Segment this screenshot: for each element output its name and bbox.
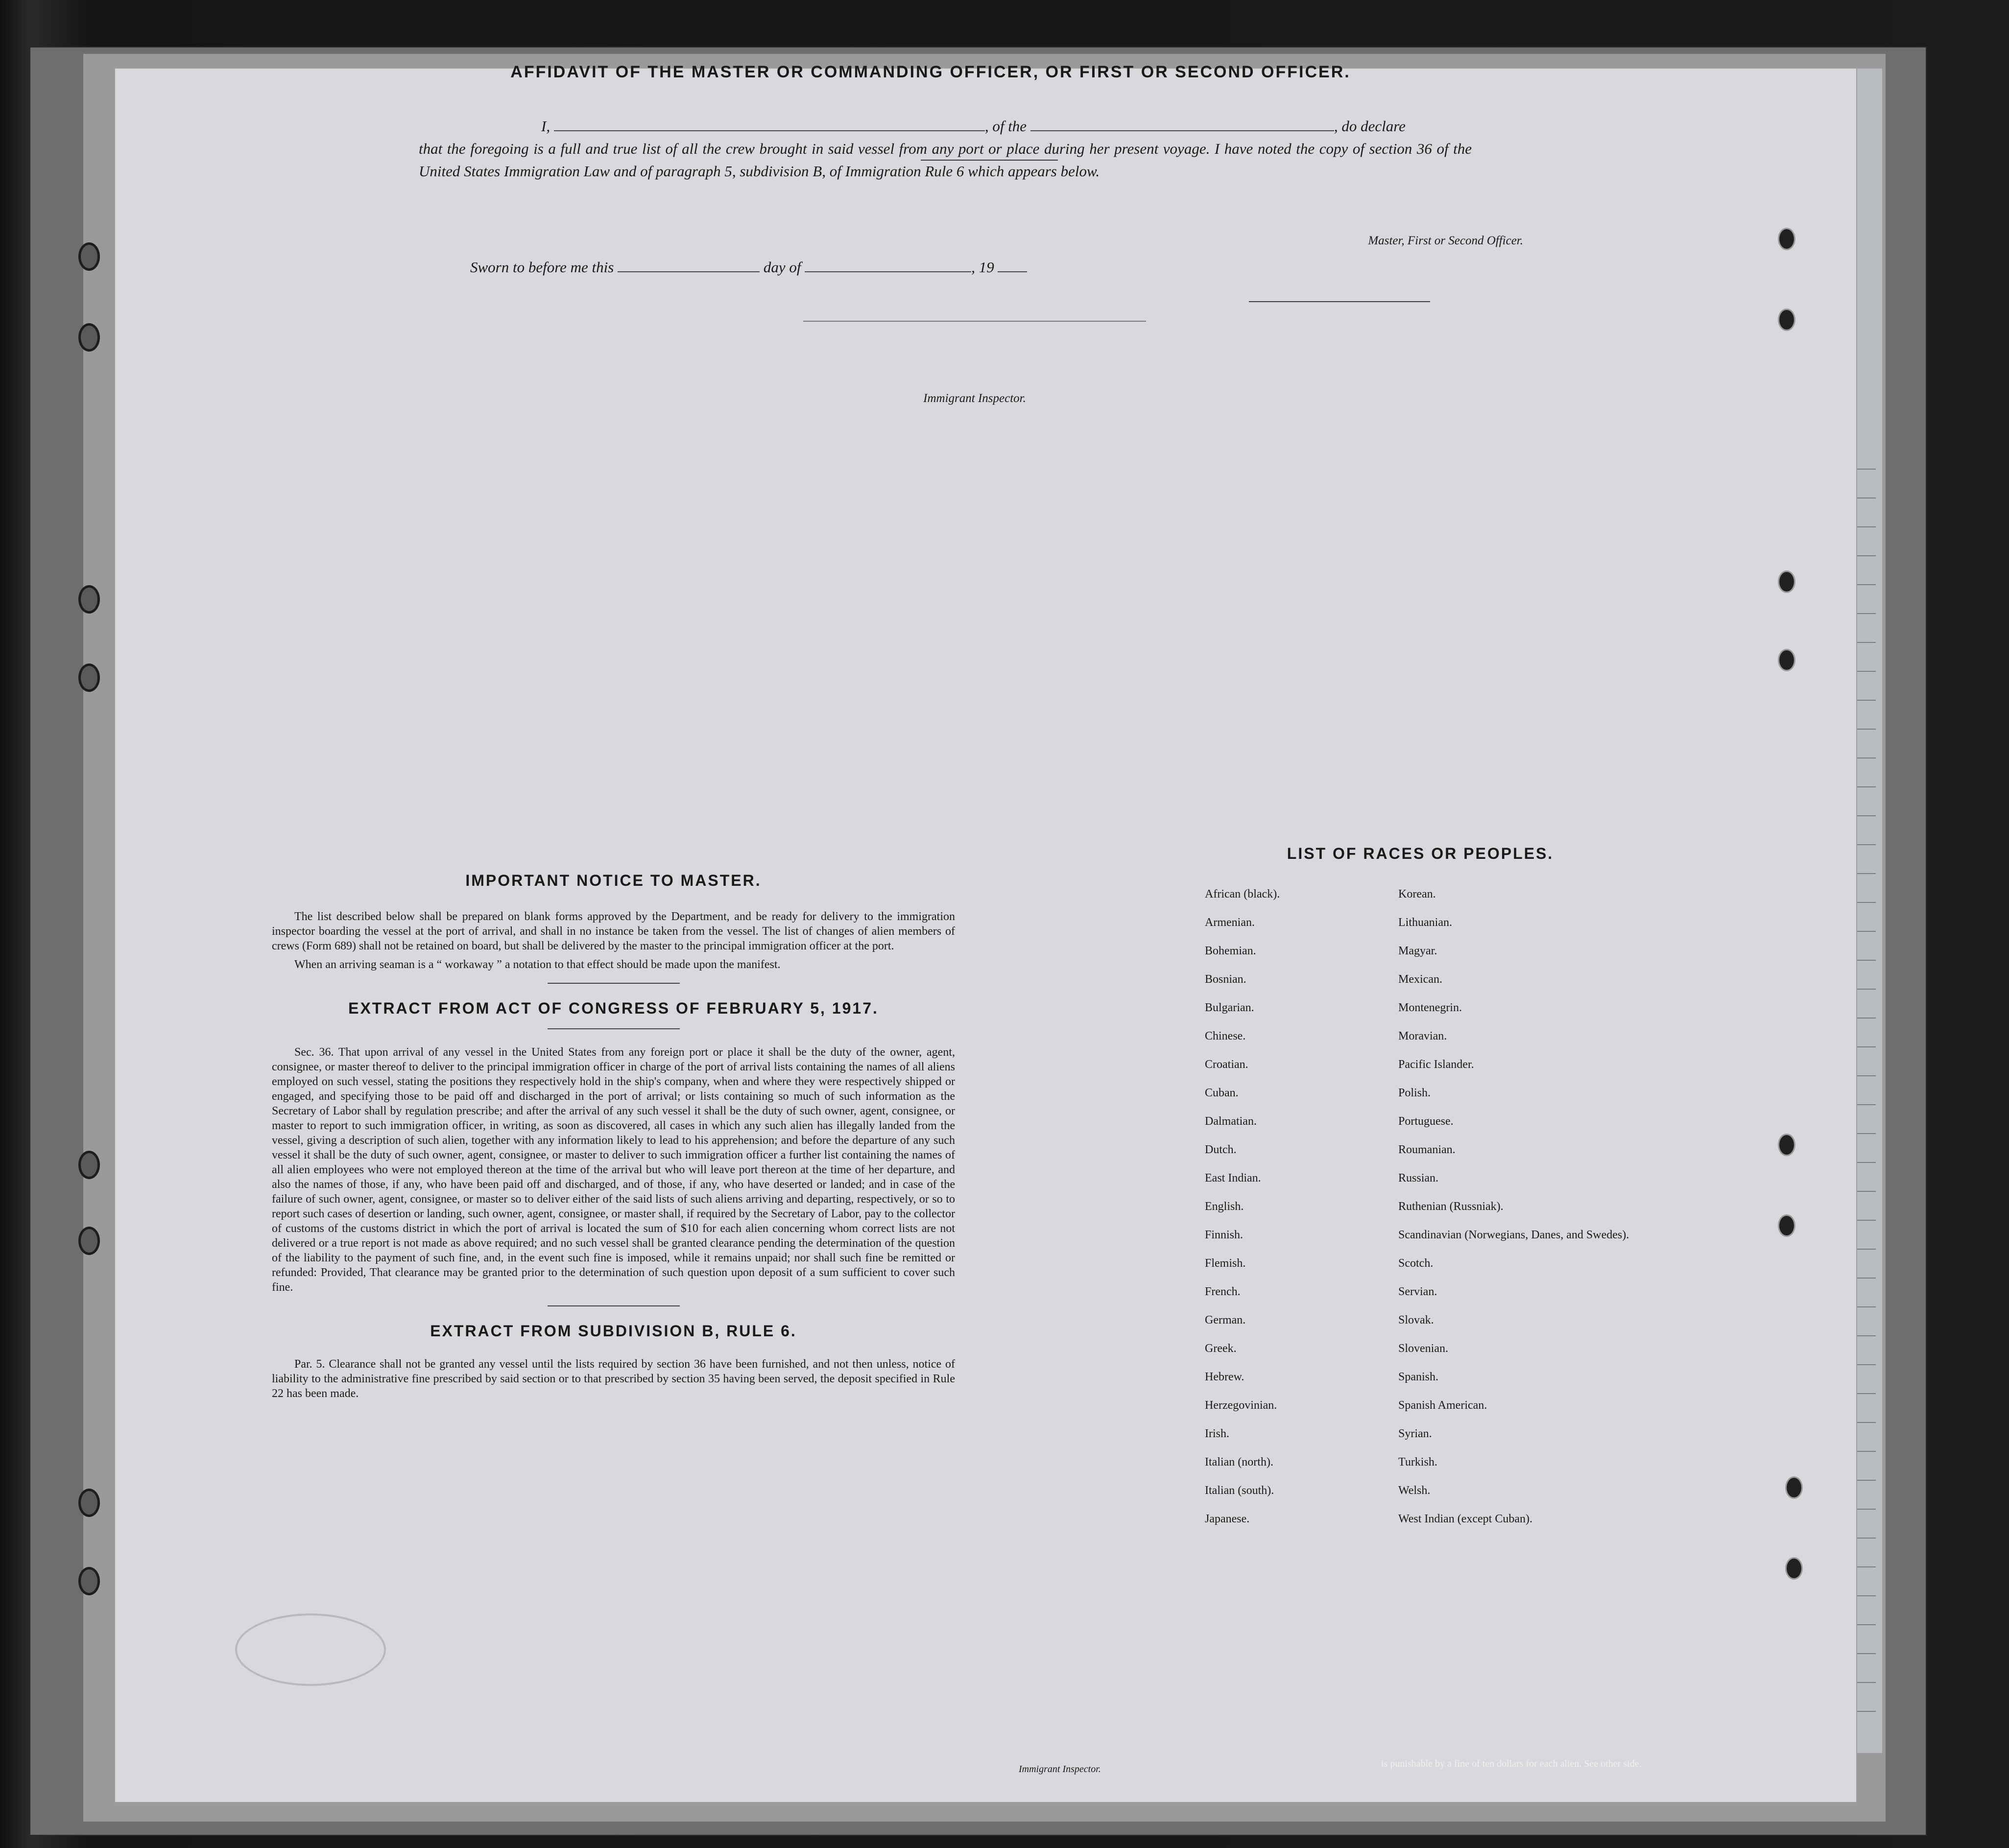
race-item: Russian. <box>1398 1172 1439 1185</box>
race-item: Croatian. <box>1205 1058 1248 1071</box>
signature-line <box>1249 301 1430 302</box>
page-hole <box>1778 649 1795 671</box>
signature-label: Master, First or Second Officer. <box>1368 234 1523 247</box>
binder-hole <box>78 585 100 614</box>
race-item: African (black). <box>1205 888 1280 900</box>
rule6-title: EXTRACT FROM SUBDIVISION B, RULE 6. <box>430 1322 797 1340</box>
race-item: Hebrew. <box>1205 1371 1244 1383</box>
race-item: English. <box>1205 1200 1244 1213</box>
race-item: Slovenian. <box>1398 1342 1448 1355</box>
race-item: Italian (north). <box>1205 1456 1273 1469</box>
races-list <box>1205 888 1695 1541</box>
notice-column <box>272 798 955 1401</box>
year-prefix: , 19 <box>971 259 994 276</box>
binder-hole <box>78 1567 100 1595</box>
race-item: Portuguese. <box>1398 1115 1454 1128</box>
race-item: Dutch. <box>1205 1143 1237 1156</box>
race-item: Cuban. <box>1205 1087 1239 1099</box>
faint-stamp <box>235 1613 386 1686</box>
act-text: Sec. 36. That upon arrival of any vessel in the United States from any foreign port or place it shall be the duty of the owner, agent, consignee, or master thereof to deliver to the principal immigration officer in charge of the port of arrival lists containing the names of all aliens employed on such vessel, stating the positions they respectively hold in the ship's company, when and where they were respectively shipped or engaged, and specifying those to be paid off and discharged in the port of arrival; or lists containing so much of such information as the Secretary of Labor shall by regulation prescribe; and after the arrival of any such vessel it shall be the duty of such owner, agent, consignee, or master to report to such immigration officer, in writing, as soon as discovered, all cases in which any such alien has illegally landed from the vessel, giving a description of such alien, together with any information likely to lead to his apprehension; and before the departure of any such vessel it shall be the duty of such owner, agent, consignee, or master to deliver to such immigration officer a further list containing the names of all alien employees who were not employed thereon at the time of the arrival but who will leave port thereon at the time of her departure, and also the names of those, if any, who have been paid off and discharged, and of those, if any, who have deserted or landed; and in case of the failure of such owner, agent, consignee, or master so to deliver either of the said lists of such aliens arriving and departing, respectively, or so to report such cases of desertion or landing, such owner, agent, consignee, or master shall, if required by the Secretary of Labor, pay to the collector of customs of the customs district in which the port of arrival is located the sum of $10 for each alien concerning whom correct lists are not delivered or a true report is not made as above required; and no such vessel shall be granted clearance pending the determination of the question of the liability to the payment of such fine, and, in the event such fine is imposed, while it remains unpaid; nor shall such fine be remitted or refunded: Provided, That clearance may be granted prior to the determination of such question upon deposit of a sum sufficient to cover such fine. <box>272 1046 955 1294</box>
page-hole <box>1785 1476 1803 1499</box>
inspector-label: Immigrant Inspector. <box>923 392 1026 405</box>
affidavit-title: AFFIDAVIT OF THE MASTER OR COMMANDING OFFICER, OR FIRST OR SECOND OFFICER. <box>510 63 1351 81</box>
race-item: Japanese. <box>1205 1513 1250 1525</box>
race-item: Mexican. <box>1398 973 1442 986</box>
binder-hole <box>78 1489 100 1517</box>
affidavit-of-the: , of the <box>984 118 1027 135</box>
race-item: Finnish. <box>1205 1229 1244 1241</box>
day-of-text: day of <box>763 259 801 276</box>
underlying-fine-note: is punishable by a fine of ten dollars for each alien. See other side. <box>1381 1758 1642 1769</box>
race-item: Syrian. <box>1398 1427 1432 1440</box>
race-item: Moravian. <box>1398 1030 1447 1042</box>
race-item: Turkish. <box>1398 1456 1437 1469</box>
affidavit-body <box>419 115 1472 183</box>
race-item: Spanish American. <box>1398 1399 1487 1412</box>
race-item: Armenian. <box>1205 916 1255 929</box>
binder-hole <box>78 663 100 692</box>
race-item: Bosnian. <box>1205 973 1246 986</box>
race-item: Irish. <box>1205 1427 1229 1440</box>
page-hole <box>1778 308 1795 331</box>
race-item: Spanish. <box>1398 1371 1439 1383</box>
race-item: Korean. <box>1398 888 1436 900</box>
page-hole <box>1778 1214 1795 1237</box>
race-item: Pacific Islander. <box>1398 1058 1474 1071</box>
race-item: Lithuanian. <box>1398 916 1452 929</box>
vessel-blank <box>1030 130 1334 131</box>
race-item: Bohemian. <box>1205 945 1256 957</box>
race-item: Roumanian. <box>1398 1143 1456 1156</box>
month-blank <box>805 271 971 272</box>
rule6-text: Par. 5. Clearance shall not be granted any vessel until the lists required by section 36 have been furnished, and not then unless, notice of liability to the administrative fine prescribed by said section or to that prescribed by section 35 having been served, the deposit specified in Rule 22 has been made. <box>272 1358 955 1400</box>
race-item: Dalmatian. <box>1205 1115 1257 1128</box>
race-item: Chinese. <box>1205 1030 1246 1042</box>
page-hole <box>1778 1134 1795 1156</box>
year-blank <box>998 271 1027 272</box>
notice-title: IMPORTANT NOTICE TO MASTER. <box>465 872 762 889</box>
name-blank <box>554 130 985 131</box>
section-divider <box>548 983 680 984</box>
race-item: Greek. <box>1205 1342 1237 1355</box>
notice-para-1: The list described below shall be prepared on blank forms approved by the Department, and be ready for delivery to the immigration inspector boarding the vessel at the port of arrival, and shall in no instance be taken from the vessel. The list of changes of alien members of crews (Form 689) shall not be retained on board, but shall be delivered by the master to the principal immigration officer at the port. <box>272 910 955 952</box>
race-item: Montenegrin. <box>1398 1001 1462 1014</box>
notice-para-2: When an arriving seaman is a “ workaway ” a notation to that effect should be made upon the manifest. <box>294 958 781 971</box>
race-item: Magyar. <box>1398 945 1437 957</box>
race-item: Scotch. <box>1398 1257 1434 1270</box>
underlying-inspector-label: Immigrant Inspector. <box>1019 1764 1101 1775</box>
binder-hole <box>78 1227 100 1255</box>
page-hole <box>1785 1557 1803 1580</box>
inspector-signature-line <box>803 321 1146 322</box>
race-item: French. <box>1205 1285 1241 1298</box>
race-item: Italian (south). <box>1205 1484 1274 1497</box>
act-title: EXTRACT FROM ACT OF CONGRESS OF FEBRUARY 5, 1917. <box>348 999 879 1017</box>
race-item: Flemish. <box>1205 1257 1246 1270</box>
affidavit-statement: that the foregoing is a full and true list of all the crew brought in said vessel from any port or place during her present voyage. I have noted the copy of section 36 of the United States Immigration Law and of paragraph 5, subdivision B, of Immigration Rule 6 which appears below. <box>419 140 1472 180</box>
binder-hole <box>78 242 100 271</box>
page-hole <box>1778 570 1795 593</box>
page-hole <box>1778 228 1795 250</box>
race-item: Scandinavian (Norwegians, Danes, and Swedes). <box>1398 1229 1629 1241</box>
race-item: Welsh. <box>1398 1484 1431 1497</box>
race-item: Servian. <box>1398 1285 1437 1298</box>
race-item: German. <box>1205 1314 1246 1327</box>
race-item: East Indian. <box>1205 1172 1261 1185</box>
races-title: LIST OF RACES OR PEOPLES. <box>1287 845 1554 862</box>
binder-hole <box>78 1151 100 1179</box>
binder-hole <box>78 323 100 352</box>
race-item: Slovak. <box>1398 1314 1434 1327</box>
race-item: Bulgarian. <box>1205 1001 1254 1014</box>
section-divider <box>548 1305 680 1306</box>
race-item: Ruthenian (Russniak). <box>1398 1200 1504 1213</box>
affidavit-declare: , do declare <box>1334 118 1406 135</box>
affidavit-i: I, <box>541 118 550 135</box>
race-item: West Indian (except Cuban). <box>1398 1513 1532 1525</box>
day-blank <box>618 271 760 272</box>
sworn-line <box>470 259 1205 276</box>
race-item: Polish. <box>1398 1087 1431 1099</box>
race-item: Herzegovinian. <box>1205 1399 1277 1412</box>
section-divider <box>548 1028 680 1029</box>
sworn-text: Sworn to before me this <box>470 259 614 276</box>
